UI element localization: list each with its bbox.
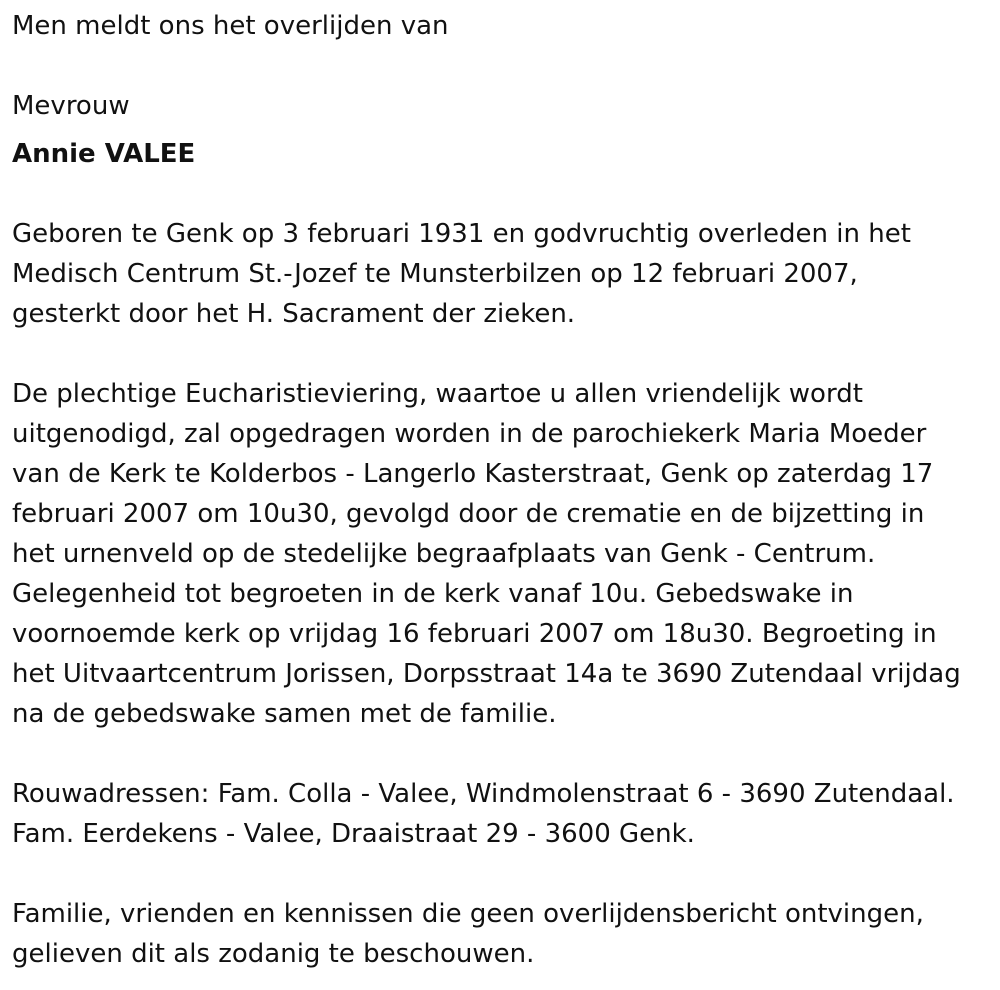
- birth-death-paragraph: Geboren te Genk op 3 februari 1931 en godvruchtig overleden in het Medisch Centrum St.-Jozef te Munsterbilzen op 12 februari 2007, gesterkt door het H. Sacrament der zieken.: [12, 219, 911, 329]
- salutation: Mevrouw: [12, 91, 130, 121]
- ceremony-paragraph: De plechtige Eucharistieviering, waartoe u allen vriendelijk wordt uitgenodigd, zal opgedragen worden in de parochiekerk Maria Moeder van de Kerk te Kolderbos - Langerlo Kasterstraat, Genk op zaterdag 17 februari 2007 om 10u30, gevolgd door de crematie en de bijzetting in het urnenveld op de stedelijke begraafplaats van Genk - Centrum. Gelegenheid tot begroeten in de kerk vanaf 10u. Gebedswake in voornoemde kerk op vrijdag 16 februari 2007 om 18u30. Begroeting in het Uitvaartcentrum Jorissen, Dorpsstraat 14a te 3690 Zutendaal vrijdag na de gebedswake samen met de familie.: [12, 379, 961, 729]
- mourning-addresses: Rouwadressen: Fam. Colla - Valee, Windmolenstraat 6 - 3690 Zutendaal. Fam. Eerdekens - Valee, Draaistraat 29 - 3600 Genk.: [12, 779, 955, 849]
- intro-text: Men meldt ons het overlijden van: [12, 11, 449, 41]
- deceased-name: Annie VALEE: [12, 139, 196, 169]
- closing-paragraph: Familie, vrienden en kennissen die geen overlijdensbericht ontvingen, gelieven dit als zodanig te beschouwen.: [12, 899, 924, 969]
